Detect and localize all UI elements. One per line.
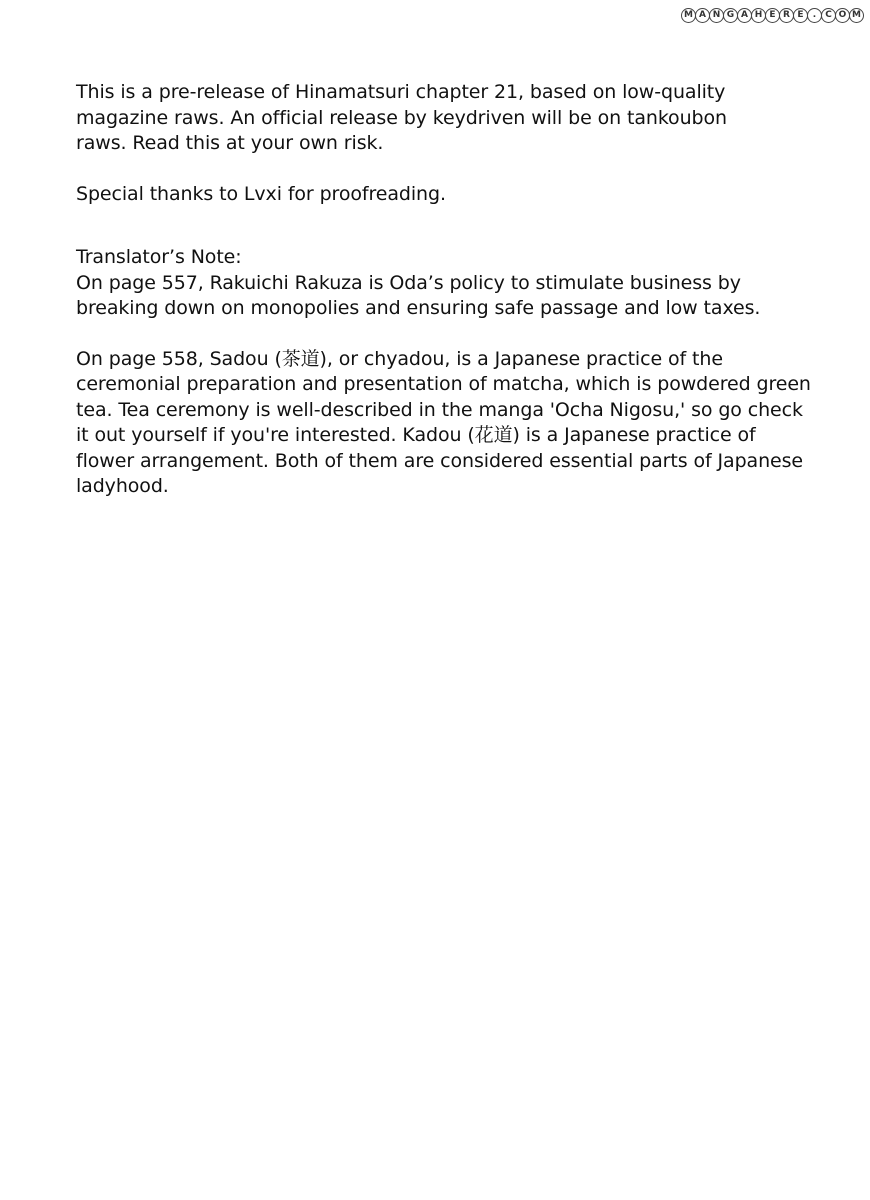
watermark-letter: C	[821, 8, 836, 23]
watermark-letter: M	[681, 8, 696, 23]
translator-note-heading: Translator’s Note:	[76, 246, 242, 268]
watermark-letter: A	[737, 8, 752, 23]
note-page-557: On page 557, Rakuichi Rakuza is Oda’s policy to stimulate business by breaking down on monopolies and ensuring safe passage and low taxes.	[76, 271, 761, 319]
watermark-letter: .	[807, 8, 822, 23]
watermark-letter: M	[849, 8, 864, 23]
translator-notes-page	[76, 80, 816, 500]
prerelease-notice: This is a pre-release of Hinamatsuri chapter 21, based on low-quality magazine raws. An official release by keydriven will be on tankoubon raws. Read this at your own risk.	[76, 81, 727, 154]
watermark-letter: A	[695, 8, 710, 23]
watermark-letter: E	[765, 8, 780, 23]
mangahere-watermark	[682, 8, 864, 23]
note-page-558: On page 558, Sadou (茶道), or chyadou, is a Japanese practice of the ceremonial preparation and presentation of matcha, which is powdered green tea. Tea ceremony is well-described in the manga 'Ocha Nigosu,' so go check it out yourself if you're interested. Kadou (花道) is a Japanese practice of flower arrangement. Both of them are considered essential parts of Japanese ladyhood.	[76, 347, 811, 497]
thanks-line: Special thanks to Lvxi for proofreading.	[76, 182, 446, 205]
watermark-letter: R	[779, 8, 794, 23]
watermark-letter: N	[709, 8, 724, 23]
watermark-letter: O	[835, 8, 850, 23]
watermark-letter: H	[751, 8, 766, 23]
watermark-letter: G	[723, 8, 738, 23]
watermark-letter: E	[793, 8, 808, 23]
